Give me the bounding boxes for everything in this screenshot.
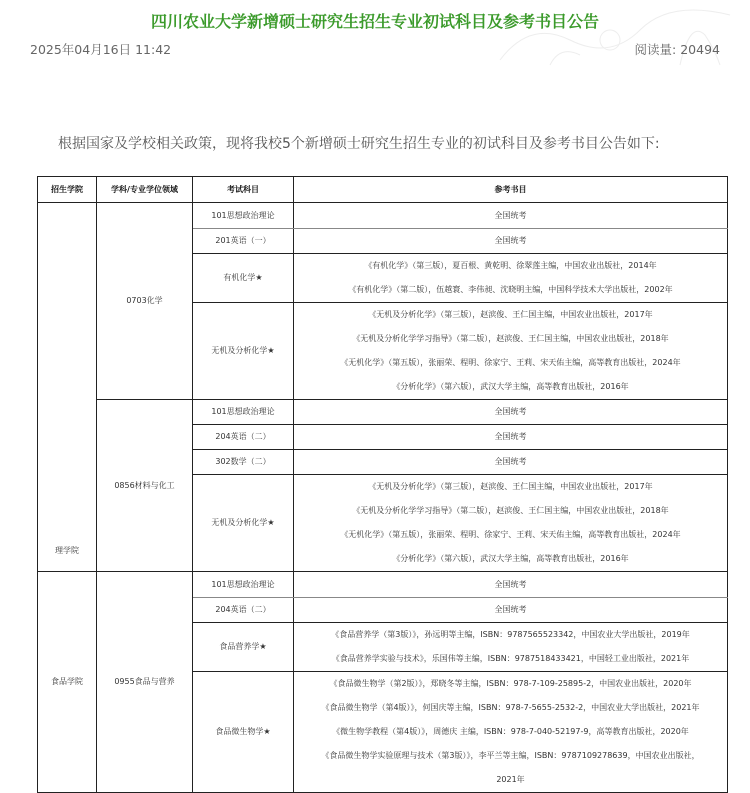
reference-line: 全国统考 [494, 407, 527, 416]
reference-line: 全国统考 [494, 605, 527, 614]
header-subject: 考试科目 [193, 177, 294, 203]
subject-cell: 204英语（二） [193, 598, 294, 623]
college-cell: 理学院 [38, 203, 97, 572]
reference-cell [294, 450, 728, 475]
major-cell: 0856材料与化工 [97, 400, 193, 572]
reference-line: 《食品微生物学（第2版）》，郑晓冬等主编，ISBN：978-7-109-25895-2，中国农业出版社，2020年 [329, 679, 692, 688]
subject-cell: 无机及分析化学★ [193, 303, 294, 400]
subject-cell: 无机及分析化学★ [193, 475, 294, 572]
subject-cell: 有机化学★ [193, 254, 294, 303]
table-row [38, 400, 728, 425]
reference-line: 全国统考 [494, 579, 527, 589]
reference-cell [294, 203, 728, 229]
subject-cell: 101思想政治理论 [193, 572, 294, 598]
publish-date: 2025年04月16日 11:42 [30, 42, 172, 57]
exam-subjects-table [37, 176, 728, 793]
reference-line: 《分析化学》（第六版），武汉大学主编，高等教育出版社，2016年 [392, 382, 629, 391]
reference-line: 《食品营养学实验与技术》，乐国伟等主编，ISBN：9787518433421，中国轻工业出版社，2021年 [331, 654, 690, 663]
reference-cell [294, 425, 728, 450]
view-count-value: 20494 [680, 42, 720, 57]
table-row [38, 572, 728, 598]
reference-line: 《无机化学》（第五版），张丽荣、程明、徐家宁、王莉、宋天佑主编，高等教育出版社，2024年 [340, 358, 681, 367]
reference-cell [294, 400, 728, 425]
reference-line: 《无机及分析化学学习指导》（第二版），赵滨俊、王仁国主编，中国农业出版社，2018年 [352, 506, 669, 515]
reference-line: 全国统考 [494, 457, 527, 466]
header-major: 学科/专业学位领域 [97, 177, 193, 203]
reference-cell [294, 254, 728, 303]
college-cell: 食品学院 [38, 572, 97, 793]
reference-line: 《无机及分析化学》（第三版），赵滨俊、王仁国主编，中国农业出版社，2017年 [368, 482, 653, 491]
reference-line: 《无机及分析化学学习指导》（第二版），赵滨俊、王仁国主编，中国农业出版社，2018年 [352, 334, 669, 343]
reference-cell [294, 598, 728, 623]
reference-line: 全国统考 [494, 210, 527, 220]
article-title: 四川农业大学新增硕士研究生招生专业初试科目及参考书目公告 [150, 12, 599, 31]
reference-line: 《食品微生物学（第4版）》，何国庆等主编，ISBN：978-7-5655-2532-2，中国农业大学出版社，2021年 [321, 703, 700, 712]
header-reference: 参考书目 [294, 177, 728, 203]
reference-cell [294, 475, 728, 572]
reference-line: 《食品微生物学实验原理与技术（第3版）》，李平兰等主编，ISBN：9787109278639，中国农业出版社， [321, 751, 700, 760]
reference-line: 《分析化学》（第六版），武汉大学主编，高等教育出版社，2016年 [392, 554, 629, 563]
subject-cell: 食品营养学★ [193, 623, 294, 672]
subject-cell: 101思想政治理论 [193, 203, 294, 229]
reference-line: 《无机及分析化学》（第三版），赵滨俊、王仁国主编，中国农业出版社，2017年 [368, 310, 653, 319]
subject-cell: 101思想政治理论 [193, 400, 294, 425]
subject-cell: 302数学（二） [193, 450, 294, 475]
reference-cell [294, 623, 728, 672]
reference-line: 《有机化学》（第二版），伍越寰、李伟昶、沈晓明主编，中国科学技术大学出版社，2002年 [348, 285, 673, 294]
reference-line: 《微生物学教程（第4版）》，周德庆 主编，ISBN：978-7-040-52197-9，高等教育出版社，2020年 [332, 727, 689, 736]
reference-cell [294, 572, 728, 598]
reference-line: 《食品营养学（第3版）》，孙远明等主编，ISBN：9787565523342，中国农业大学出版社，2019年 [331, 630, 690, 639]
major-cell: 0703化学 [97, 203, 193, 400]
reference-line: 全国统考 [494, 432, 527, 441]
header-college: 招生学院 [38, 177, 97, 203]
intro-paragraph: 根据国家及学校相关政策，现将我校5个新增硕士研究生招生专业的初试科目及参考书目公告如下: [58, 136, 660, 152]
view-count [635, 40, 720, 58]
major-cell: 0955食品与营养 [97, 572, 193, 793]
reference-line: 2021年 [496, 775, 525, 784]
reference-line: 《有机化学》（第三版），夏百根、黄乾明、徐翠莲主编，中国农业出版社，2014年 [364, 261, 657, 270]
reference-cell [294, 303, 728, 400]
subject-cell: 201英语（一） [193, 229, 294, 254]
reference-line: 《无机化学》（第五版），张丽荣、程明、徐家宁、王莉、宋天佑主编，高等教育出版社，2024年 [340, 530, 681, 539]
subject-cell: 食品微生物学★ [193, 672, 294, 793]
subject-cell: 204英语（二） [193, 425, 294, 450]
table-header-row [38, 177, 728, 203]
reference-line: 全国统考 [494, 236, 527, 245]
view-count-label: 阅读量: [634, 42, 677, 57]
table-row [38, 203, 728, 229]
reference-cell [294, 672, 728, 793]
reference-cell [294, 229, 728, 254]
